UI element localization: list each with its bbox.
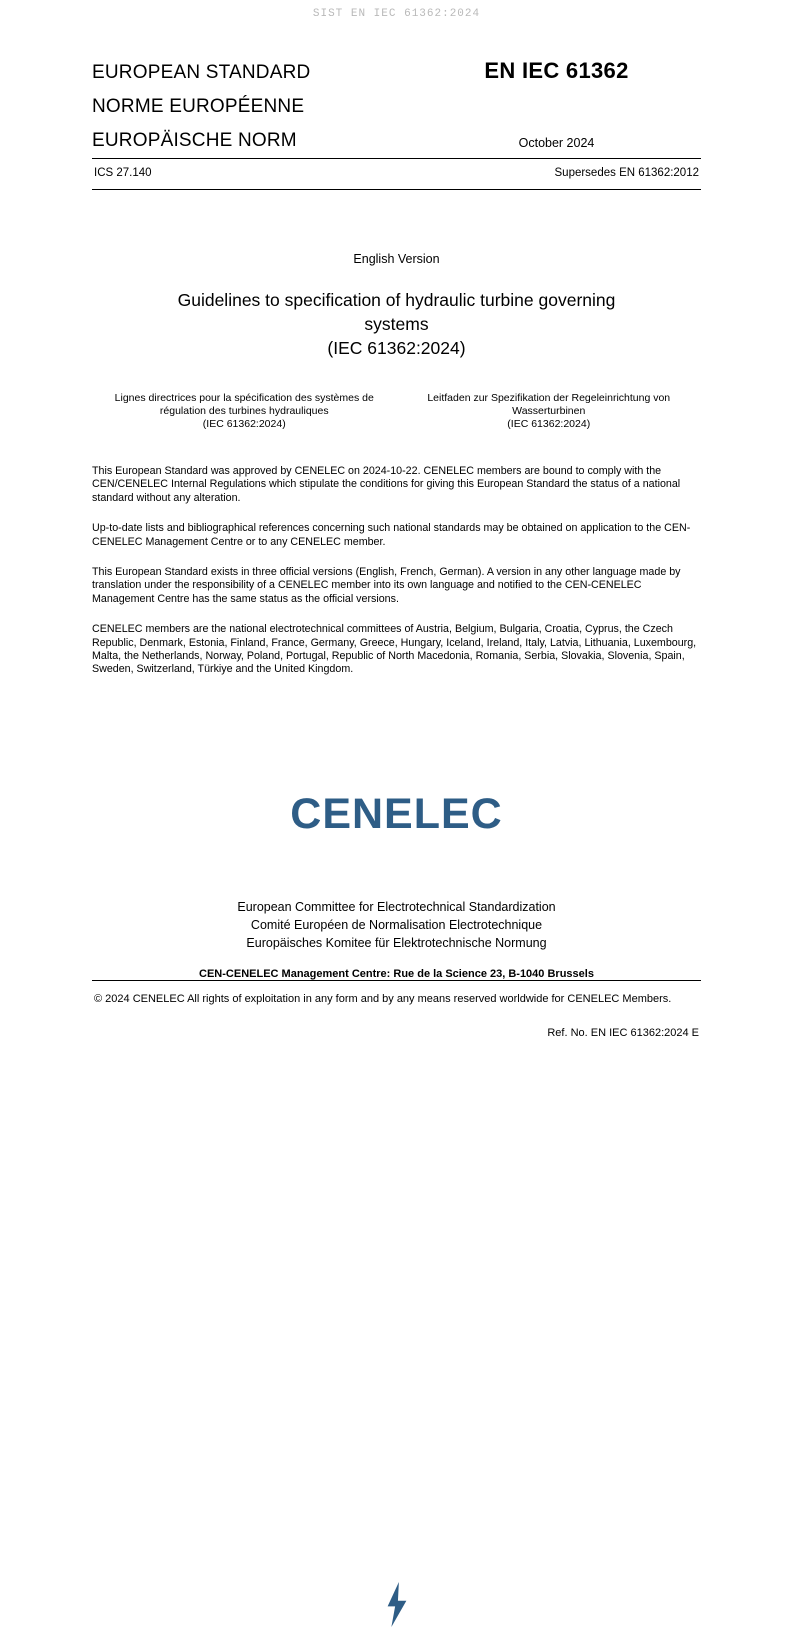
translated-title-de-line-3: (IEC 61362:2024) (507, 418, 591, 430)
page-title-line-3: (IEC 61362:2024) (327, 338, 466, 358)
page-title-line-1: Guidelines to specification of hydraulic turbine governing (177, 290, 616, 310)
body-paragraphs (92, 465, 701, 677)
page-content (92, 44, 701, 694)
translated-title-fr-line-2: régulation des turbines hydrauliques (159, 405, 329, 417)
paragraph-approval: This European Standard was approved by CENELEC on 2024-10-22. CENELEC members are bound to comply with the CEN/CENELEC Internal Regulations which stipulate the conditions for giving this European Standard the status of a national standard without any alteration. (92, 465, 681, 504)
organisation-name-en: European Committee for Electrotechnical Standardization (237, 900, 556, 914)
paragraph-versions: This European Standard exists in three official versions (English, French, German). A version in any other language made by translation under the responsibility of a CENELEC member into its own language and notified to the CEN-CENELEC Management Centre has the same status as the official versions. (92, 566, 681, 605)
translated-title-de-line-1: Leitfaden zur Spezifikation der Regeleinrichtung von (427, 392, 671, 404)
translated-titles (92, 392, 701, 431)
divider-footer (92, 980, 701, 981)
page-watermark-header: SIST EN IEC 61362:2024 (312, 8, 481, 20)
standard-names (92, 44, 392, 158)
ics-code: ICS 27.140 (94, 167, 152, 179)
cenelec-logo (0, 790, 793, 839)
standard-name-de: EUROPÄISCHE NORM (92, 130, 297, 151)
page-title-line-2: systems (364, 314, 429, 334)
organisation-names (0, 888, 793, 952)
title-block (92, 44, 701, 158)
lightning-bolt-icon (383, 1582, 411, 1627)
cenelec-logo-text: CENELEC (290, 790, 503, 838)
management-centre-address: CEN-CENELEC Management Centre: Rue de la Science 23, B-1040 Brussels (199, 968, 594, 980)
translated-title-de (397, 392, 702, 431)
paragraph-members: CENELEC members are the national electrotechnical committees of Austria, Belgium, Bulgaria, Croatia, Cyprus, the Czech Republic, Denmark, Estonia, Finland, France, Germany, Greece, Hungary, Iceland, Ireland, Italy, Latvia, Lithuania, Luxembourg, Malta, the Netherlands, Norway, Poland, Portugal, Republic of North Macedonia, Romania, Serbia, Slovakia, Slovenia, Spain, Sweden, Switzerland, Türkiye and the United Kingdom. (92, 623, 697, 676)
standard-identity (392, 44, 701, 150)
standard-number: EN IEC 61362 (484, 58, 629, 83)
translated-title-fr (92, 392, 397, 431)
translated-title-fr-line-1: Lignes directrices pour la spécification des systèmes de (114, 392, 374, 404)
ics-row (92, 159, 701, 189)
reference-number: Ref. No. EN IEC 61362:2024 E (547, 1027, 699, 1039)
version-label: English Version (353, 252, 440, 266)
standard-name-en: EUROPEAN STANDARD (92, 62, 311, 83)
footer-block (92, 968, 701, 1039)
translated-title-de-line-2: Wasserturbinen (512, 405, 586, 417)
supersedes-note: Supersedes EN 61362:2012 (554, 167, 699, 179)
organisation-name-de: Europäisches Komitee für Elektrotechnische Normung (246, 936, 547, 950)
standard-date: October 2024 (518, 136, 595, 150)
translated-title-fr-line-3: (IEC 61362:2024) (202, 418, 286, 430)
paragraph-lists: Up-to-date lists and bibliographical references concerning such national standards may be obtained on application to the CEN-CENELEC Management Centre or to any CENELEC member. (92, 522, 691, 548)
copyright-notice: © 2024 CENELEC All rights of exploitation in any form and by any means reserved worldwide for CENELEC Members. (94, 993, 672, 1005)
standard-name-fr: NORME EUROPÉENNE (92, 96, 305, 117)
divider-under-ics (92, 189, 701, 190)
organisation-name-fr: Comité Européen de Normalisation Electrotechnique (250, 918, 543, 932)
page-title (92, 288, 701, 360)
